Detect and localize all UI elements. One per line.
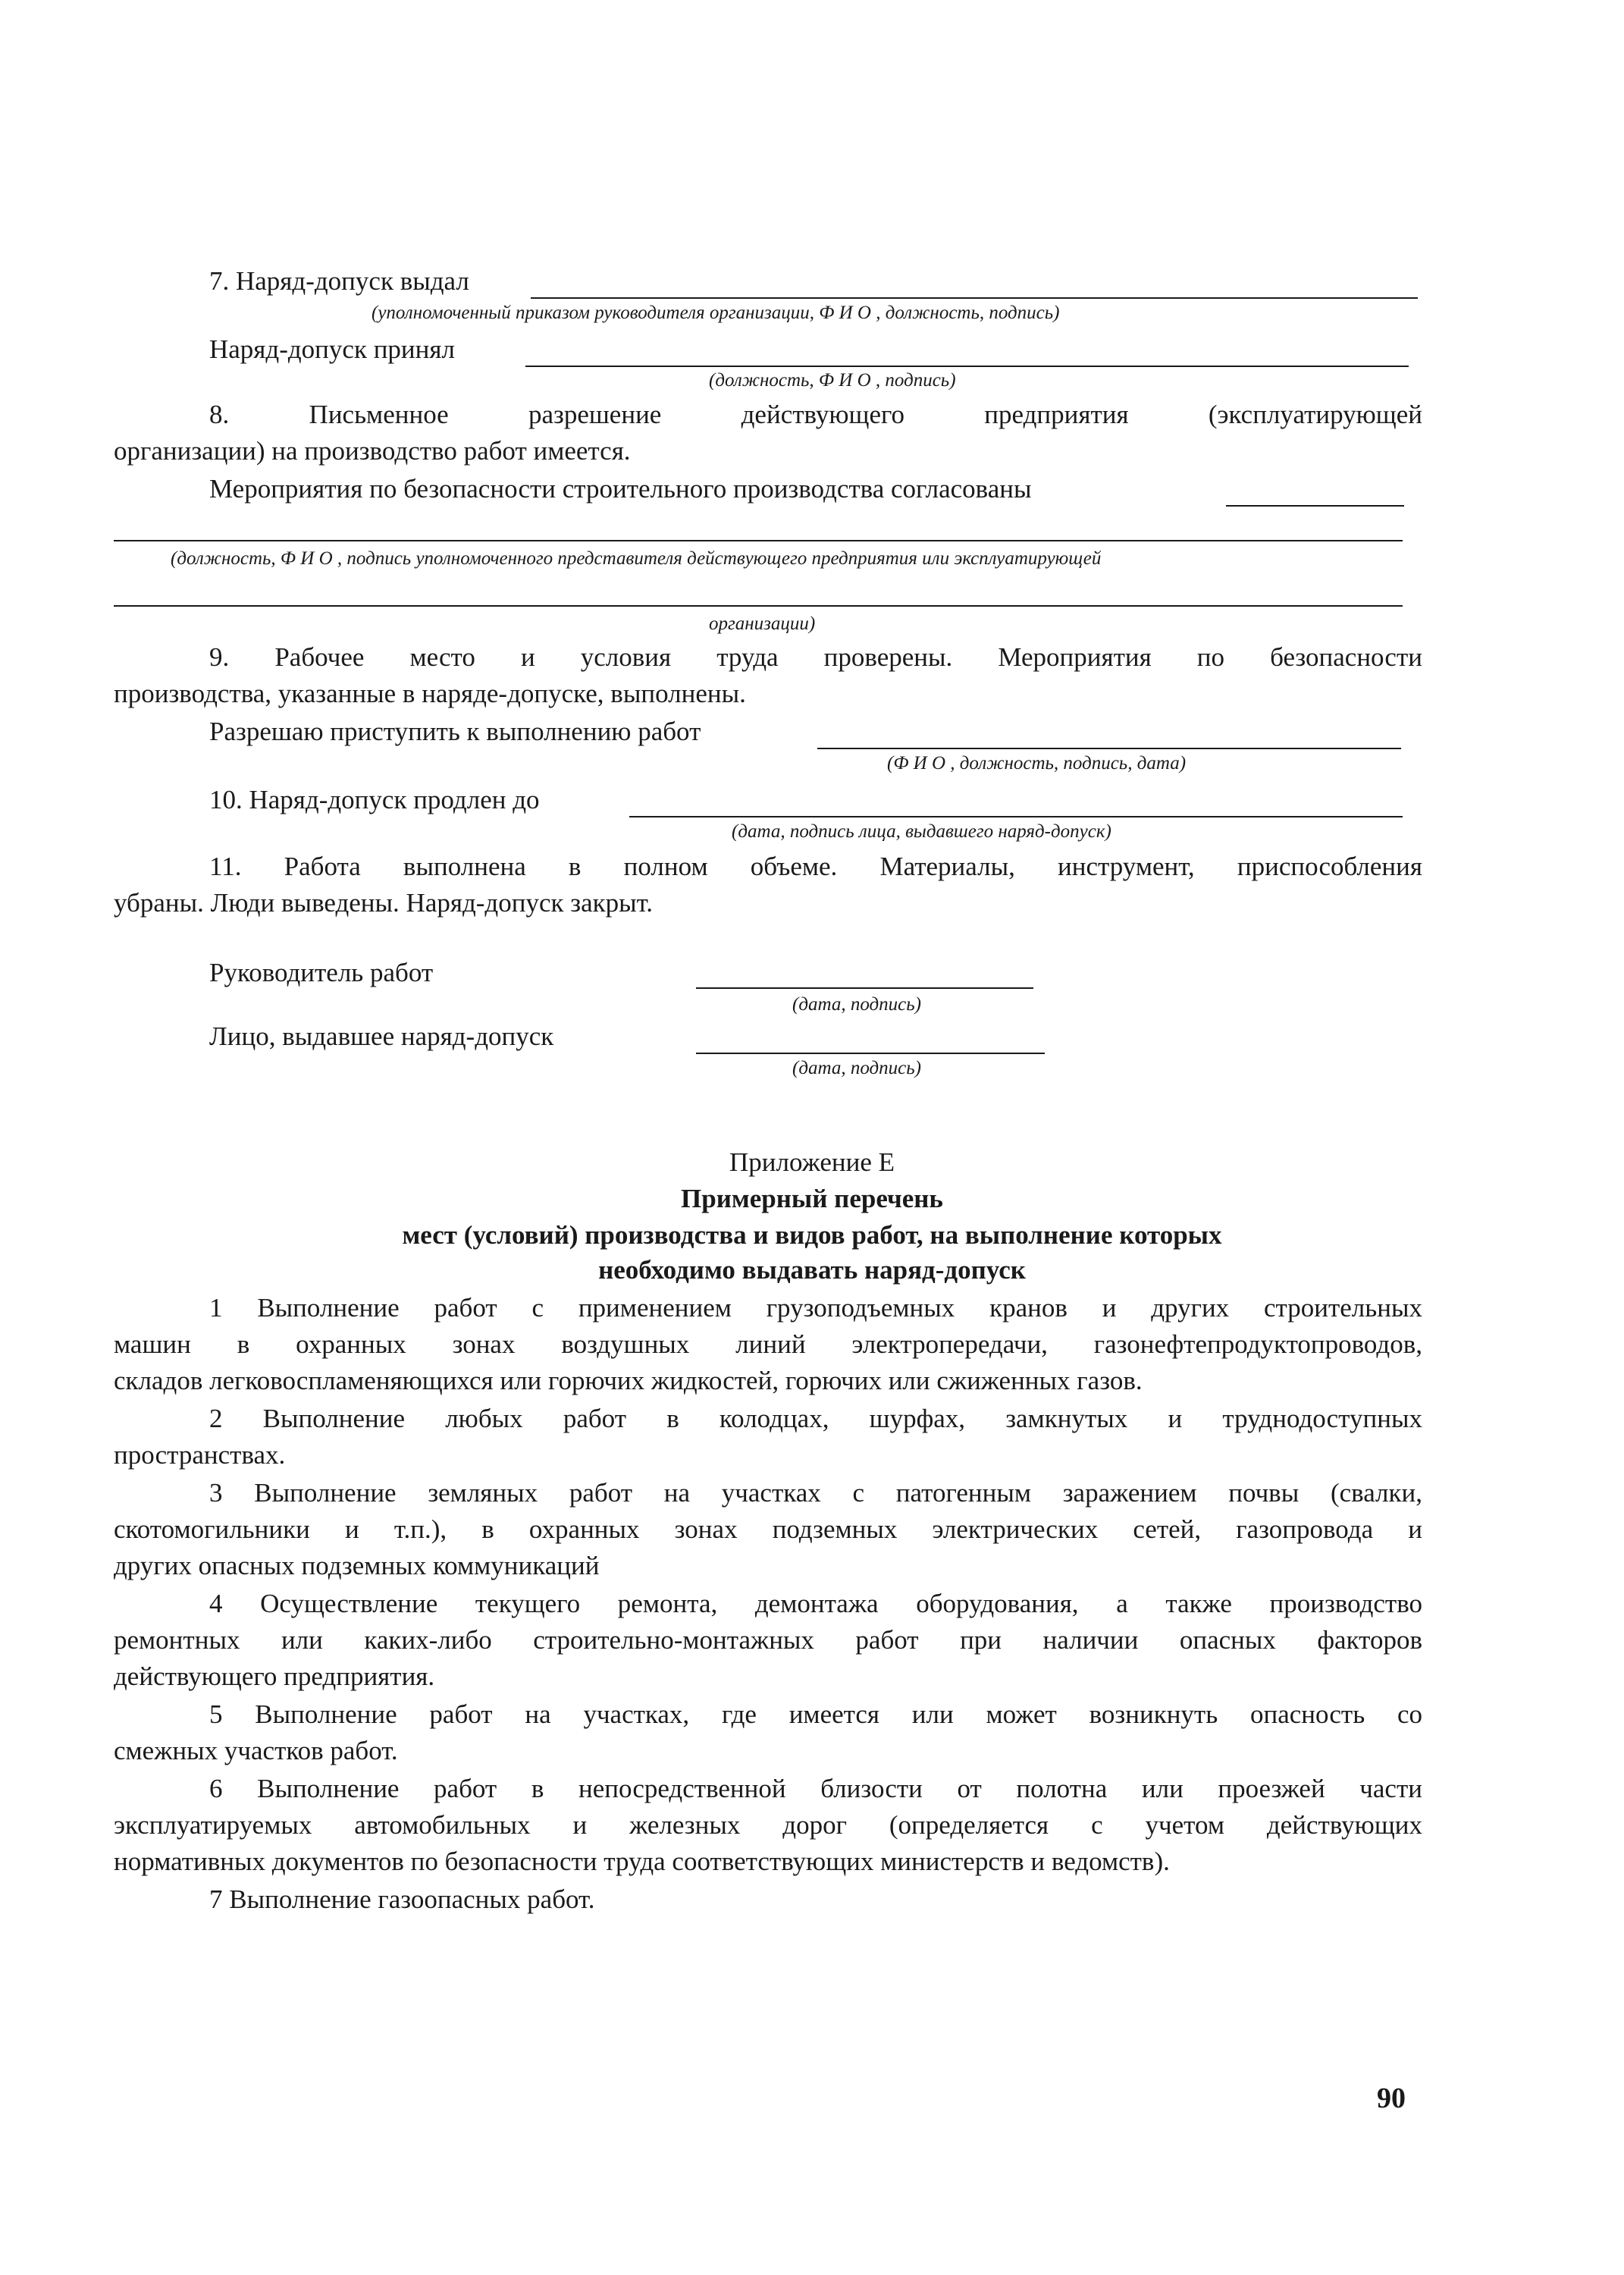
item8-signature-line-1 (114, 540, 1403, 541)
list-item-5-line-2: смежных участков работ. (114, 1736, 398, 1765)
list-item-1-line-1: 1 Выполнение работ с применением грузоподъемных кранов и других строительных (209, 1293, 1422, 1323)
item7-issued-label: 7. Наряд-допуск выдал (209, 266, 469, 296)
item9-allow-label: Разрешаю приступить к выполнению работ (209, 717, 701, 746)
item9-line-1: 9. Рабочее место и условия труда проверены. Мероприятия по безопасности (209, 642, 1422, 672)
list-item-6-line-2: эксплуатируемых автомобильных и железных дорог (определяется с учетом действующих (114, 1810, 1422, 1840)
issuer-signature-line (696, 1053, 1045, 1054)
item8-caption-1: (должность, Ф И О , подпись уполномоченного представителя действующего предприятия или эксплуатирующей (171, 548, 1102, 569)
list-item-4-line-2: ремонтных или каких-либо строительно-монтажных работ при наличии опасных факторов (114, 1625, 1422, 1655)
page-number: 90 (1377, 2082, 1406, 2114)
item8-line-2: организации) на производство работ имеется. (114, 436, 631, 466)
list-item-7: 7 Выполнение газоопасных работ. (209, 1884, 595, 1914)
item7-accepted-caption: (должность, Ф И О , подпись) (709, 370, 956, 391)
item9-line-2: производства, указанные в наряде-допуске, выполнены. (114, 679, 746, 708)
item10-label: 10. Наряд-допуск продлен до (209, 785, 540, 814)
head-of-works-caption: (дата, подпись) (792, 994, 921, 1015)
head-of-works-label: Руководитель работ (209, 958, 434, 987)
list-item-5-line-1: 5 Выполнение работ на участках, где имеется или может возникнуть опасность со (209, 1699, 1422, 1729)
item8-signature-line-2 (114, 605, 1403, 607)
head-of-works-signature-line (696, 987, 1033, 989)
item7-accepted-label: Наряд-допуск принял (209, 334, 455, 364)
item11-line-1: 11. Работа выполнена в полном объеме. Материалы, инструмент, приспособления (209, 852, 1422, 881)
item7-accepted-signature-line (525, 366, 1409, 367)
item8-caption-2: организации) (709, 613, 816, 634)
item11-line-2: убраны. Люди выведены. Наряд-допуск закрыт. (114, 888, 654, 918)
appendix-label: Приложение Е (729, 1147, 895, 1177)
item9-signature-line (817, 748, 1401, 749)
list-item-3-line-2: скотомогильники и т.п.), в охранных зонах подземных электрических сетей, газопровода и (114, 1514, 1422, 1544)
appendix-title-3: необходимо выдавать наряд-допуск (598, 1255, 1026, 1285)
list-item-6-line-1: 6 Выполнение работ в непосредственной близости от полотна или проезжей части (209, 1774, 1422, 1803)
item10-caption: (дата, подпись лица, выдавшего наряд-допуск) (732, 821, 1111, 842)
item10-signature-line (629, 816, 1403, 817)
issuer-caption: (дата, подпись) (792, 1058, 921, 1078)
appendix-title-1: Примерный перечень (681, 1184, 943, 1213)
appendix-title-2: мест (условий) производства и видов работ, на выполнение которых (402, 1220, 1222, 1250)
list-item-3-line-3: других опасных подземных коммуникаций (114, 1551, 600, 1580)
item7-issued-signature-line (531, 297, 1418, 299)
item8-agreed-label: Мероприятия по безопасности строительного производства согласованы (209, 474, 1032, 504)
list-item-6-line-3: нормативных документов по безопасности труда соответствующих министерств и ведомств). (114, 1847, 1170, 1876)
item9-caption: (Ф И О , должность, подпись, дата) (887, 753, 1187, 774)
list-item-3-line-1: 3 Выполнение земляных работ на участках с патогенным заражением почвы (свалки, (209, 1478, 1422, 1508)
item7-issued-caption: (уполномоченный приказом руководителя организации, Ф И О , должность, подпись) (372, 303, 1060, 323)
list-item-4-line-1: 4 Осуществление текущего ремонта, демонтажа оборудования, а также производство (209, 1589, 1422, 1618)
list-item-2-line-2: пространствах. (114, 1440, 286, 1470)
list-item-1-line-3: складов легковоспламеняющихся или горючих жидкостей, горючих или сжиженных газов. (114, 1366, 1143, 1395)
issuer-label: Лицо, выдавшее наряд-допуск (209, 1021, 554, 1051)
item8-agreed-line (1226, 505, 1404, 507)
list-item-1-line-2: машин в охранных зонах воздушных линий электропередачи, газонефтепродуктопроводов, (114, 1329, 1422, 1359)
item8-line-1: 8. Письменное разрешение действующего предприятия (эксплуатирующей (209, 400, 1422, 429)
list-item-4-line-3: действующего предприятия. (114, 1662, 435, 1691)
list-item-2-line-1: 2 Выполнение любых работ в колодцах, шурфах, замкнутых и труднодоступных (209, 1404, 1422, 1433)
